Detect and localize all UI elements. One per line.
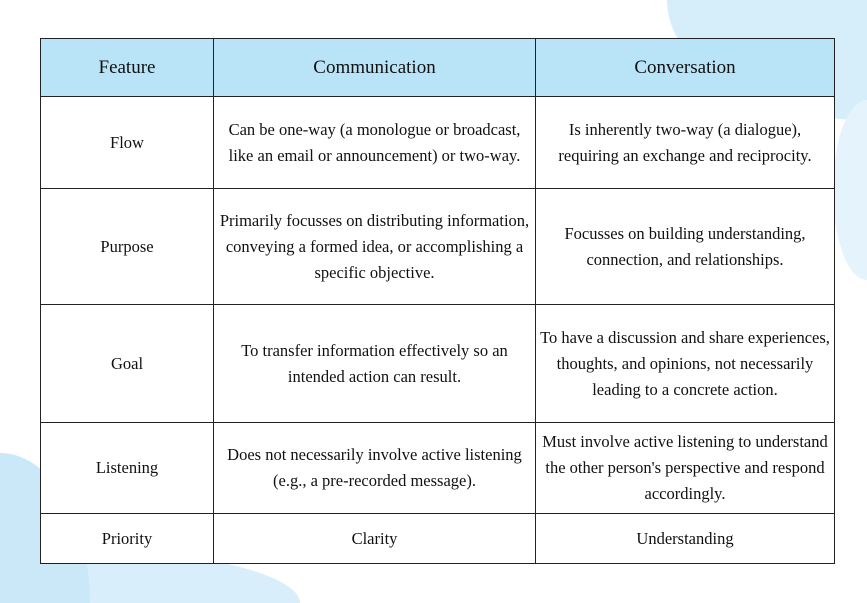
table-row	[41, 514, 835, 564]
communication-cell: Does not necessarily involve active listening (e.g., a pre-recorded message).	[214, 423, 536, 514]
header-communication: Communication	[214, 39, 536, 97]
header-conversation: Conversation	[536, 39, 835, 97]
background-decoration	[833, 100, 867, 280]
communication-cell: Primarily focusses on distributing information, conveying a formed idea, or accomplishing a specific objective.	[214, 189, 536, 305]
table-row	[41, 423, 835, 514]
communication-cell: To transfer information effectively so an intended action can result.	[214, 305, 536, 423]
conversation-cell: Focusses on building understanding, connection, and relationships.	[536, 189, 835, 305]
feature-cell: Listening	[41, 423, 214, 514]
conversation-cell: Understanding	[536, 514, 835, 564]
feature-cell: Flow	[41, 97, 214, 189]
communication-cell: Can be one-way (a monologue or broadcast, like an email or announcement) or two-way.	[214, 97, 536, 189]
feature-cell: Purpose	[41, 189, 214, 305]
table-row	[41, 97, 835, 189]
table-row	[41, 189, 835, 305]
comparison-table	[40, 38, 835, 564]
conversation-cell: Is inherently two-way (a dialogue), requiring an exchange and reciprocity.	[536, 97, 835, 189]
feature-cell: Priority	[41, 514, 214, 564]
header-feature: Feature	[41, 39, 214, 97]
table-row	[41, 305, 835, 423]
conversation-cell: To have a discussion and share experiences, thoughts, and opinions, not necessarily leading to a concrete action.	[536, 305, 835, 423]
table-header-row	[41, 39, 835, 97]
feature-cell: Goal	[41, 305, 214, 423]
communication-cell: Clarity	[214, 514, 536, 564]
conversation-cell: Must involve active listening to understand the other person's perspective and respond accordingly.	[536, 423, 835, 514]
